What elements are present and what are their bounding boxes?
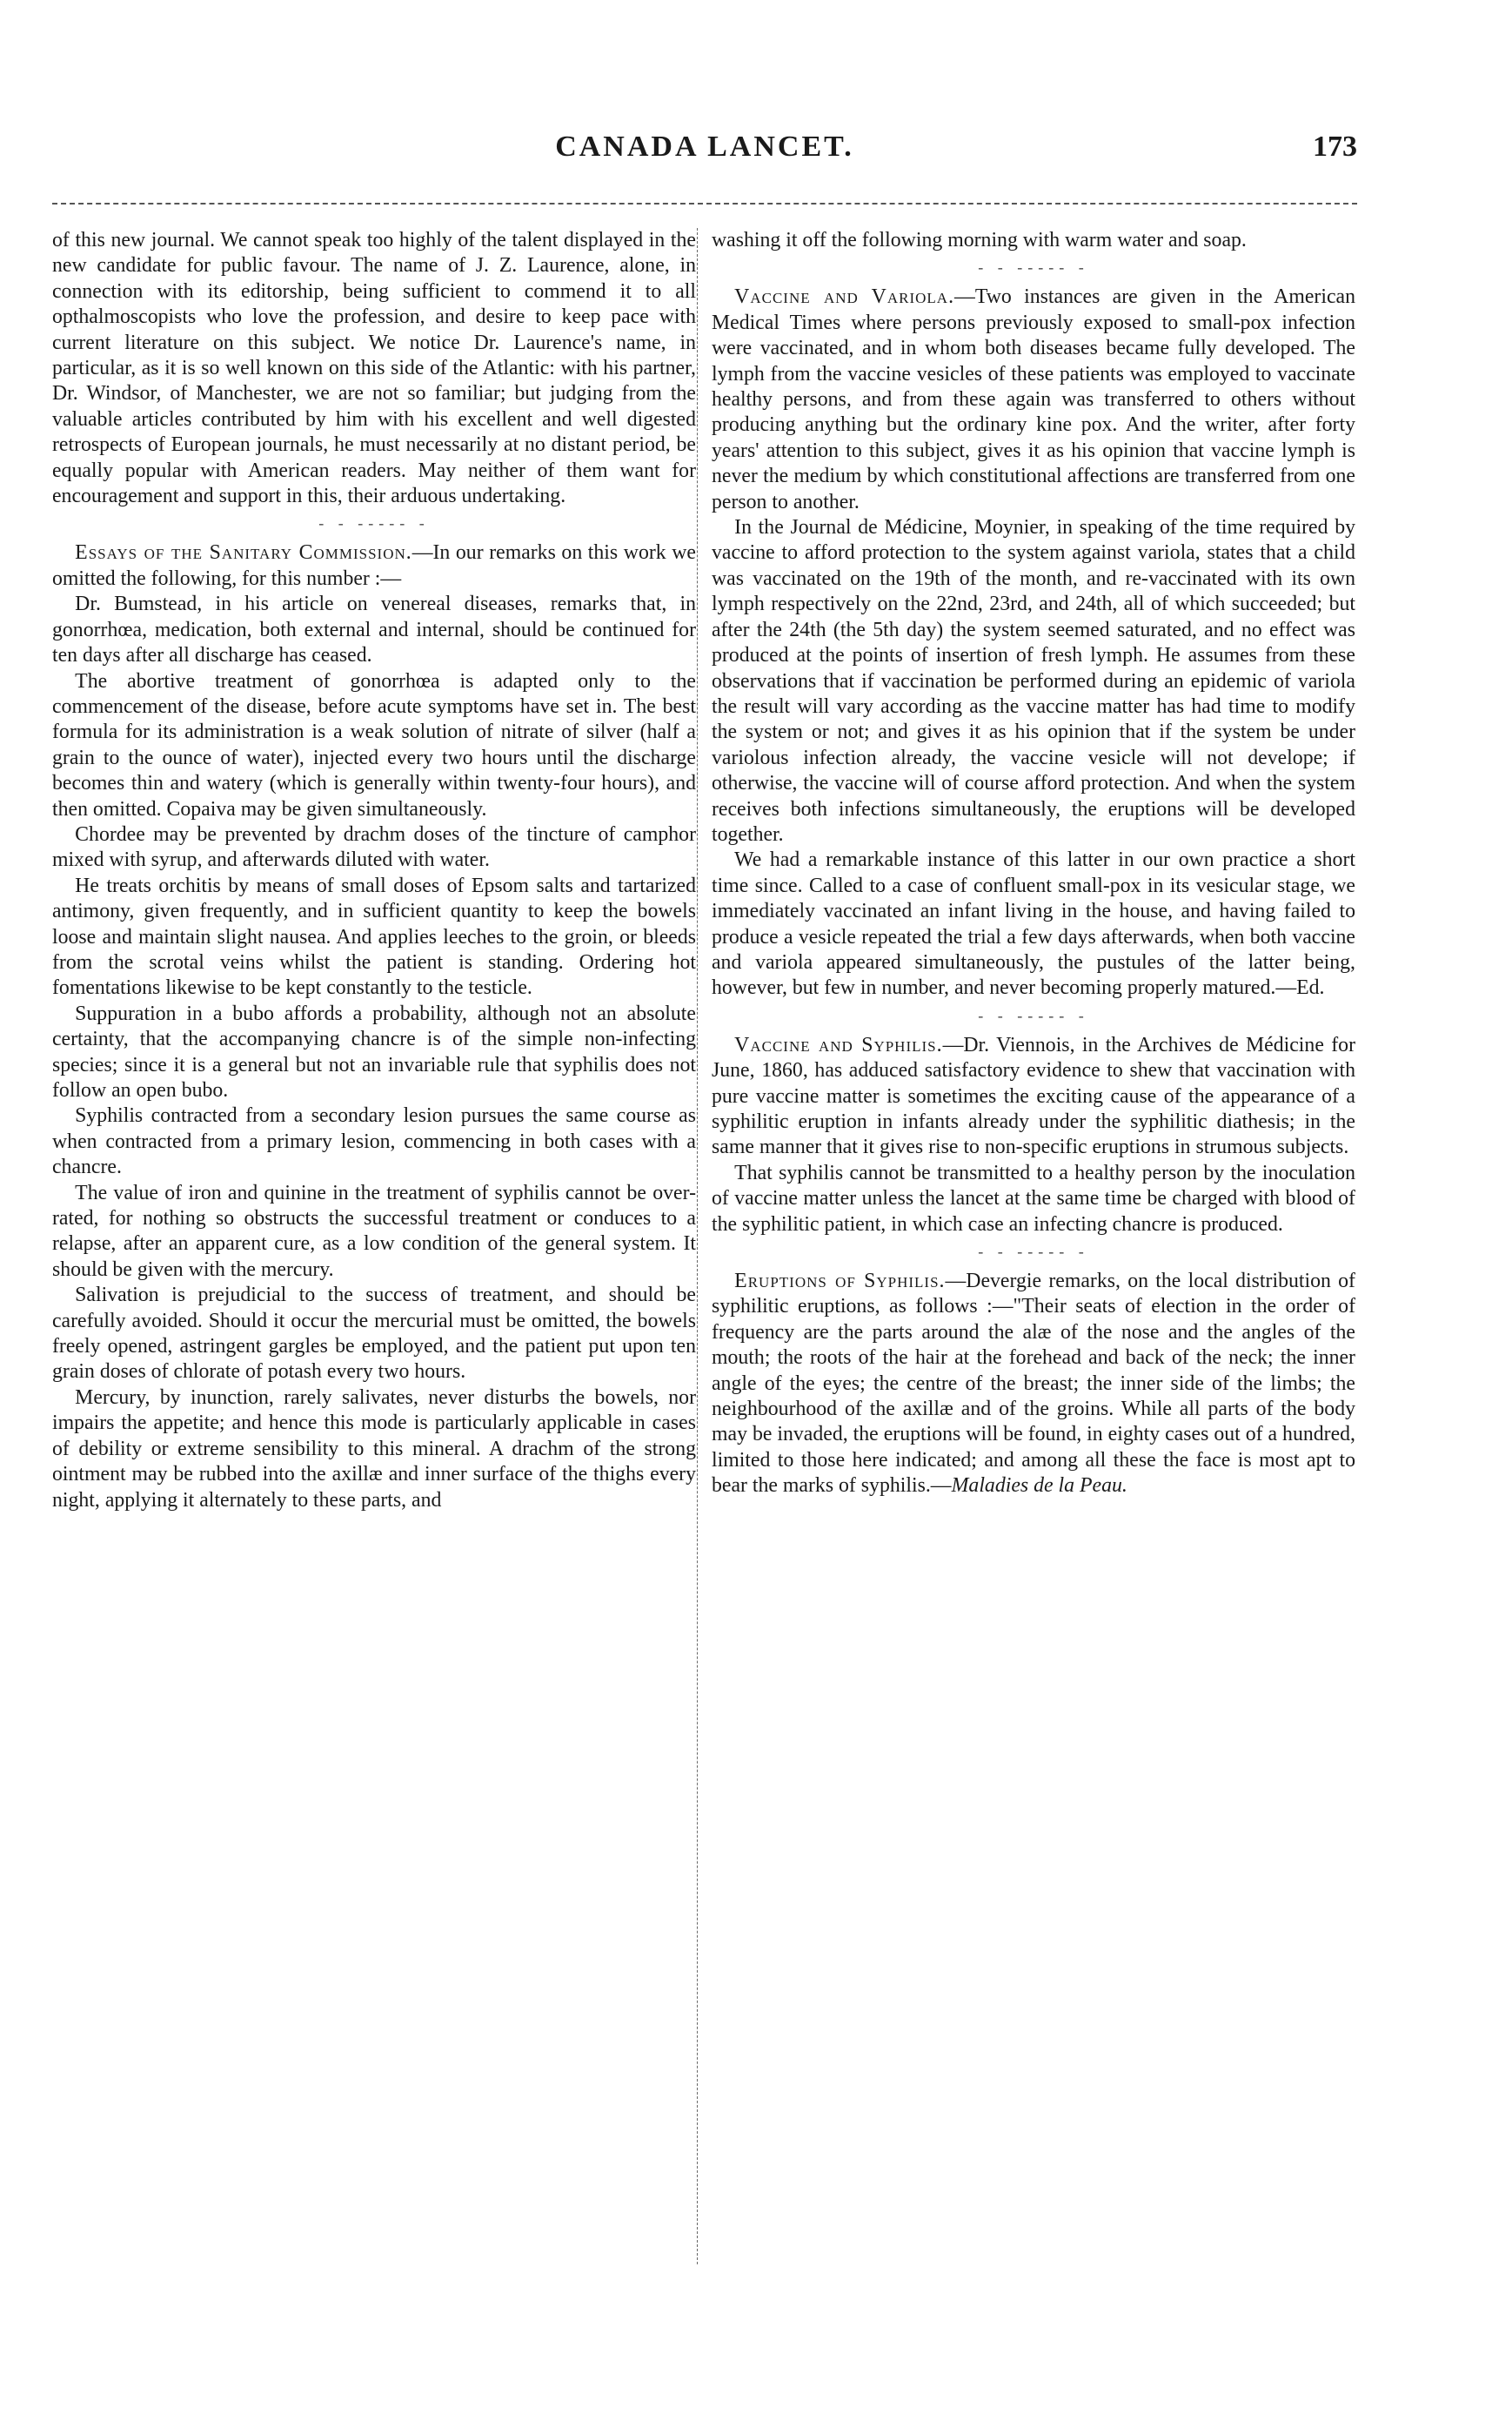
section-heading: Essays of the Sanitary Commission. [75, 541, 412, 565]
header-rule [52, 203, 1357, 205]
right-column [712, 228, 1355, 1499]
paragraph: In the Journal de Médicine, Moynier, in speaking of the time required by vaccine to afford protection to the system against variola, states that a child was vaccinated on the 19th of the month, and re-vaccinated with its own lymph respectively on the 22nd, 23rd, and 24th, all of which succeeded; but after the 24th (the 5th day) the system seemed saturated, and no effect was produced at the points of insertion of fresh lymph. He assumes from these observations that if vaccination be performed during an epidemic of variola the result will vary according as the vaccine matter has had time to modify the system or not; and gives it as his opinion that if the system be under variolous infection already, the vaccine vesicle will not develope; if otherwise, the vaccine will of course afford protection. And when the system receives both infections simultaneously, the eruptions will be developed together. [712, 516, 1355, 846]
paragraph: Suppuration in a bubo affords a probability, although not an absolute certainty, that the accompanying chancre is of the simple non-infecting species; since it is a general but not an invariable rule that syphilis does not follow an open bubo. [52, 1002, 696, 1102]
page-number: 173 [1313, 131, 1357, 163]
section-heading: Eruptions of Syphilis. [734, 1270, 946, 1293]
section-separator: - - ----- - [978, 258, 1089, 277]
section-separator: - - ----- - [978, 1243, 1089, 1261]
paragraph: washing it off the following morning with warm water and soap. [712, 229, 1247, 251]
paragraph: Dr. Bumstead, in his article on venereal diseases, remarks that, in gonorrhœa, medication, both external and internal, should be continued for ten days after all discharge has ceased. [52, 593, 696, 667]
paragraph: Salivation is prejudicial to the success of treatment, and should be carefully avoided. Should it occur the mercurial must be omitted, the bowels freely opened, astringent gargles be employed, and the patient put upon ten grain doses of chlorate of potash every two hours. [52, 1284, 696, 1384]
paragraph: Chordee may be prevented by drachm doses of the tincture of camphor mixed with syrup, and afterwards diluted with water. [52, 822, 696, 872]
left-column [52, 228, 696, 1513]
section-separator: - - ----- - [318, 514, 430, 533]
paragraph: of this new journal. We cannot speak too highly of the talent displayed in the new candidate for public favour. The name of J. Z. Laurence, alone, in connection with its editorship, being sufficient to commend it to all opthalmoscopists who love the profession, and desire to keep pace with current literature on this subject. We notice Dr. Laurence's name, in particular, as it is so well known on this side of the Atlantic: with his partner, Dr. Windsor, of Manchester, we are not so familiar; but judging from the valuable articles contributed by him with his excellent and well digested retrospects of European journals, he must necessarily at no distant period, be equally popular with American readers. May neither of them want for encouragement and support in this, their arduous undertaking. [52, 229, 696, 508]
section-text: —In our remarks on this work we omitted the following, for this number :— [52, 541, 696, 590]
running-title: CANADA LANCET. [555, 131, 854, 163]
section-heading: Vaccine and Syphilis. [734, 1033, 943, 1056]
paragraph: That syphilis cannot be transmitted to a healthy person by the inoculation of vaccine matter unless the lancet at the same time be charged with blood of the syphilitic patient, in which case an infecting chancre is produced. [712, 1161, 1355, 1236]
section-vaccine-syphilis [712, 1033, 1355, 1161]
citation: Maladies de la Peau. [951, 1474, 1127, 1498]
section-separator: - - ----- - [978, 1006, 1089, 1024]
section-text: —Dr. Viennois, in the Archives de Médicine for June, 1860, has adduced satisfactory evidence to shew that vaccination with pure vaccine matter is sometimes the exciting cause of the appearance of a syphilitic eruption in infants already under the syphilitic diathesis; in the same manner that it gives rise to non-specific eruptions in strumous subjects. [712, 1033, 1356, 1159]
section-text: —Two instances are given in the American Medical Times where persons previously exposed to small-pox infection were vaccinated, and in whom both diseases became fully developed. The lymph from the vaccine vesicles of these patients was employed to vaccinate healthy persons, and from these again was transferred to others without producing anything but the ordinary kine pox. And the writer, after forty years' attention to this subject, gives it as his opinion that vaccine lymph is never the medium by which constitutional affections are transferred from one person to another. [712, 285, 1355, 513]
section-text: —Devergie remarks, on the local distribution of syphilitic eruptions, as follows :—"Their seats of election in the order of frequency are the parts around the alæ of the nose and the angles of the mouth; the roots of the hair at the forehead and back of the neck; the inner angle of the eyes; the centre of the breast; the inner side of the limbs; the neighbourhood of the axillæ and of the groins. While all parts of the body may be invaded, the eruptions will be found, in eighty cases out of a hundred, limited to those here indicated; and among all these the face is most apt to bear the marks of syphilis.— [712, 1270, 1355, 1498]
paragraph: He treats orchitis by means of small doses of Epsom salts and tartarized antimony, given frequently, and in sufficient quantity to keep the bowels loose and maintain slight nausea. And applies leeches to the groin, or bleeds from the scrotal veins whilst the patient is standing. Ordering hot fomentations likewise to be kept constantly to the testicle. [52, 874, 696, 1000]
section-heading: Vaccine and Variola. [734, 285, 955, 309]
paragraph: Mercury, by inunction, rarely salivates, never disturbs the bowels, nor impairs the appetite; and hence this mode is particularly applicable in cases of debility or extreme sensibility to this mineral. A drachm of the strong ointment may be rubbed into the axillæ and inner surface of the thighs every night, applying it alternately to these parts, and [52, 1385, 696, 1512]
column-divider [697, 228, 698, 2264]
paragraph: We had a remarkable instance of this latter in our own practice a short time since. Called to a case of confluent small-pox in its vesicular stage, we immediately vaccinated an infant living in the house, and having failed to produce a vesicle repeated the trial a few days afterwards, when both vaccine and variola appeared simultaneously, the pustules of the latter being, however, but few in number, and never becoming properly matured.—Ed. [712, 848, 1355, 1000]
section-vaccine-variola [712, 285, 1355, 515]
paragraph: The abortive treatment of gonorrhœa is adapted only to the commencement of the disease, before acute symptoms have set in. The best formula for its administration is a weak solution of nitrate of silver (half a grain to the ounce of water), injected every two hours until the discharge becomes thin and watery (which is generally within twenty-four hours), and then omitted. Copaiva may be given simultaneously. [52, 669, 696, 821]
page-header [52, 131, 1357, 191]
section-essays [52, 540, 696, 592]
paragraph: The value of iron and quinine in the treatment of syphilis cannot be over-rated, for nothing so obstructs the successful treatment or conduces to a relapse, after an apparent cure, as a low condition of the general system. It should be given with the mercury. [52, 1181, 696, 1281]
section-eruptions [712, 1269, 1355, 1499]
paragraph: Syphilis contracted from a secondary lesion pursues the same course as when contracted from a primary lesion, commencing in both cases with a chancre. [52, 1104, 696, 1179]
